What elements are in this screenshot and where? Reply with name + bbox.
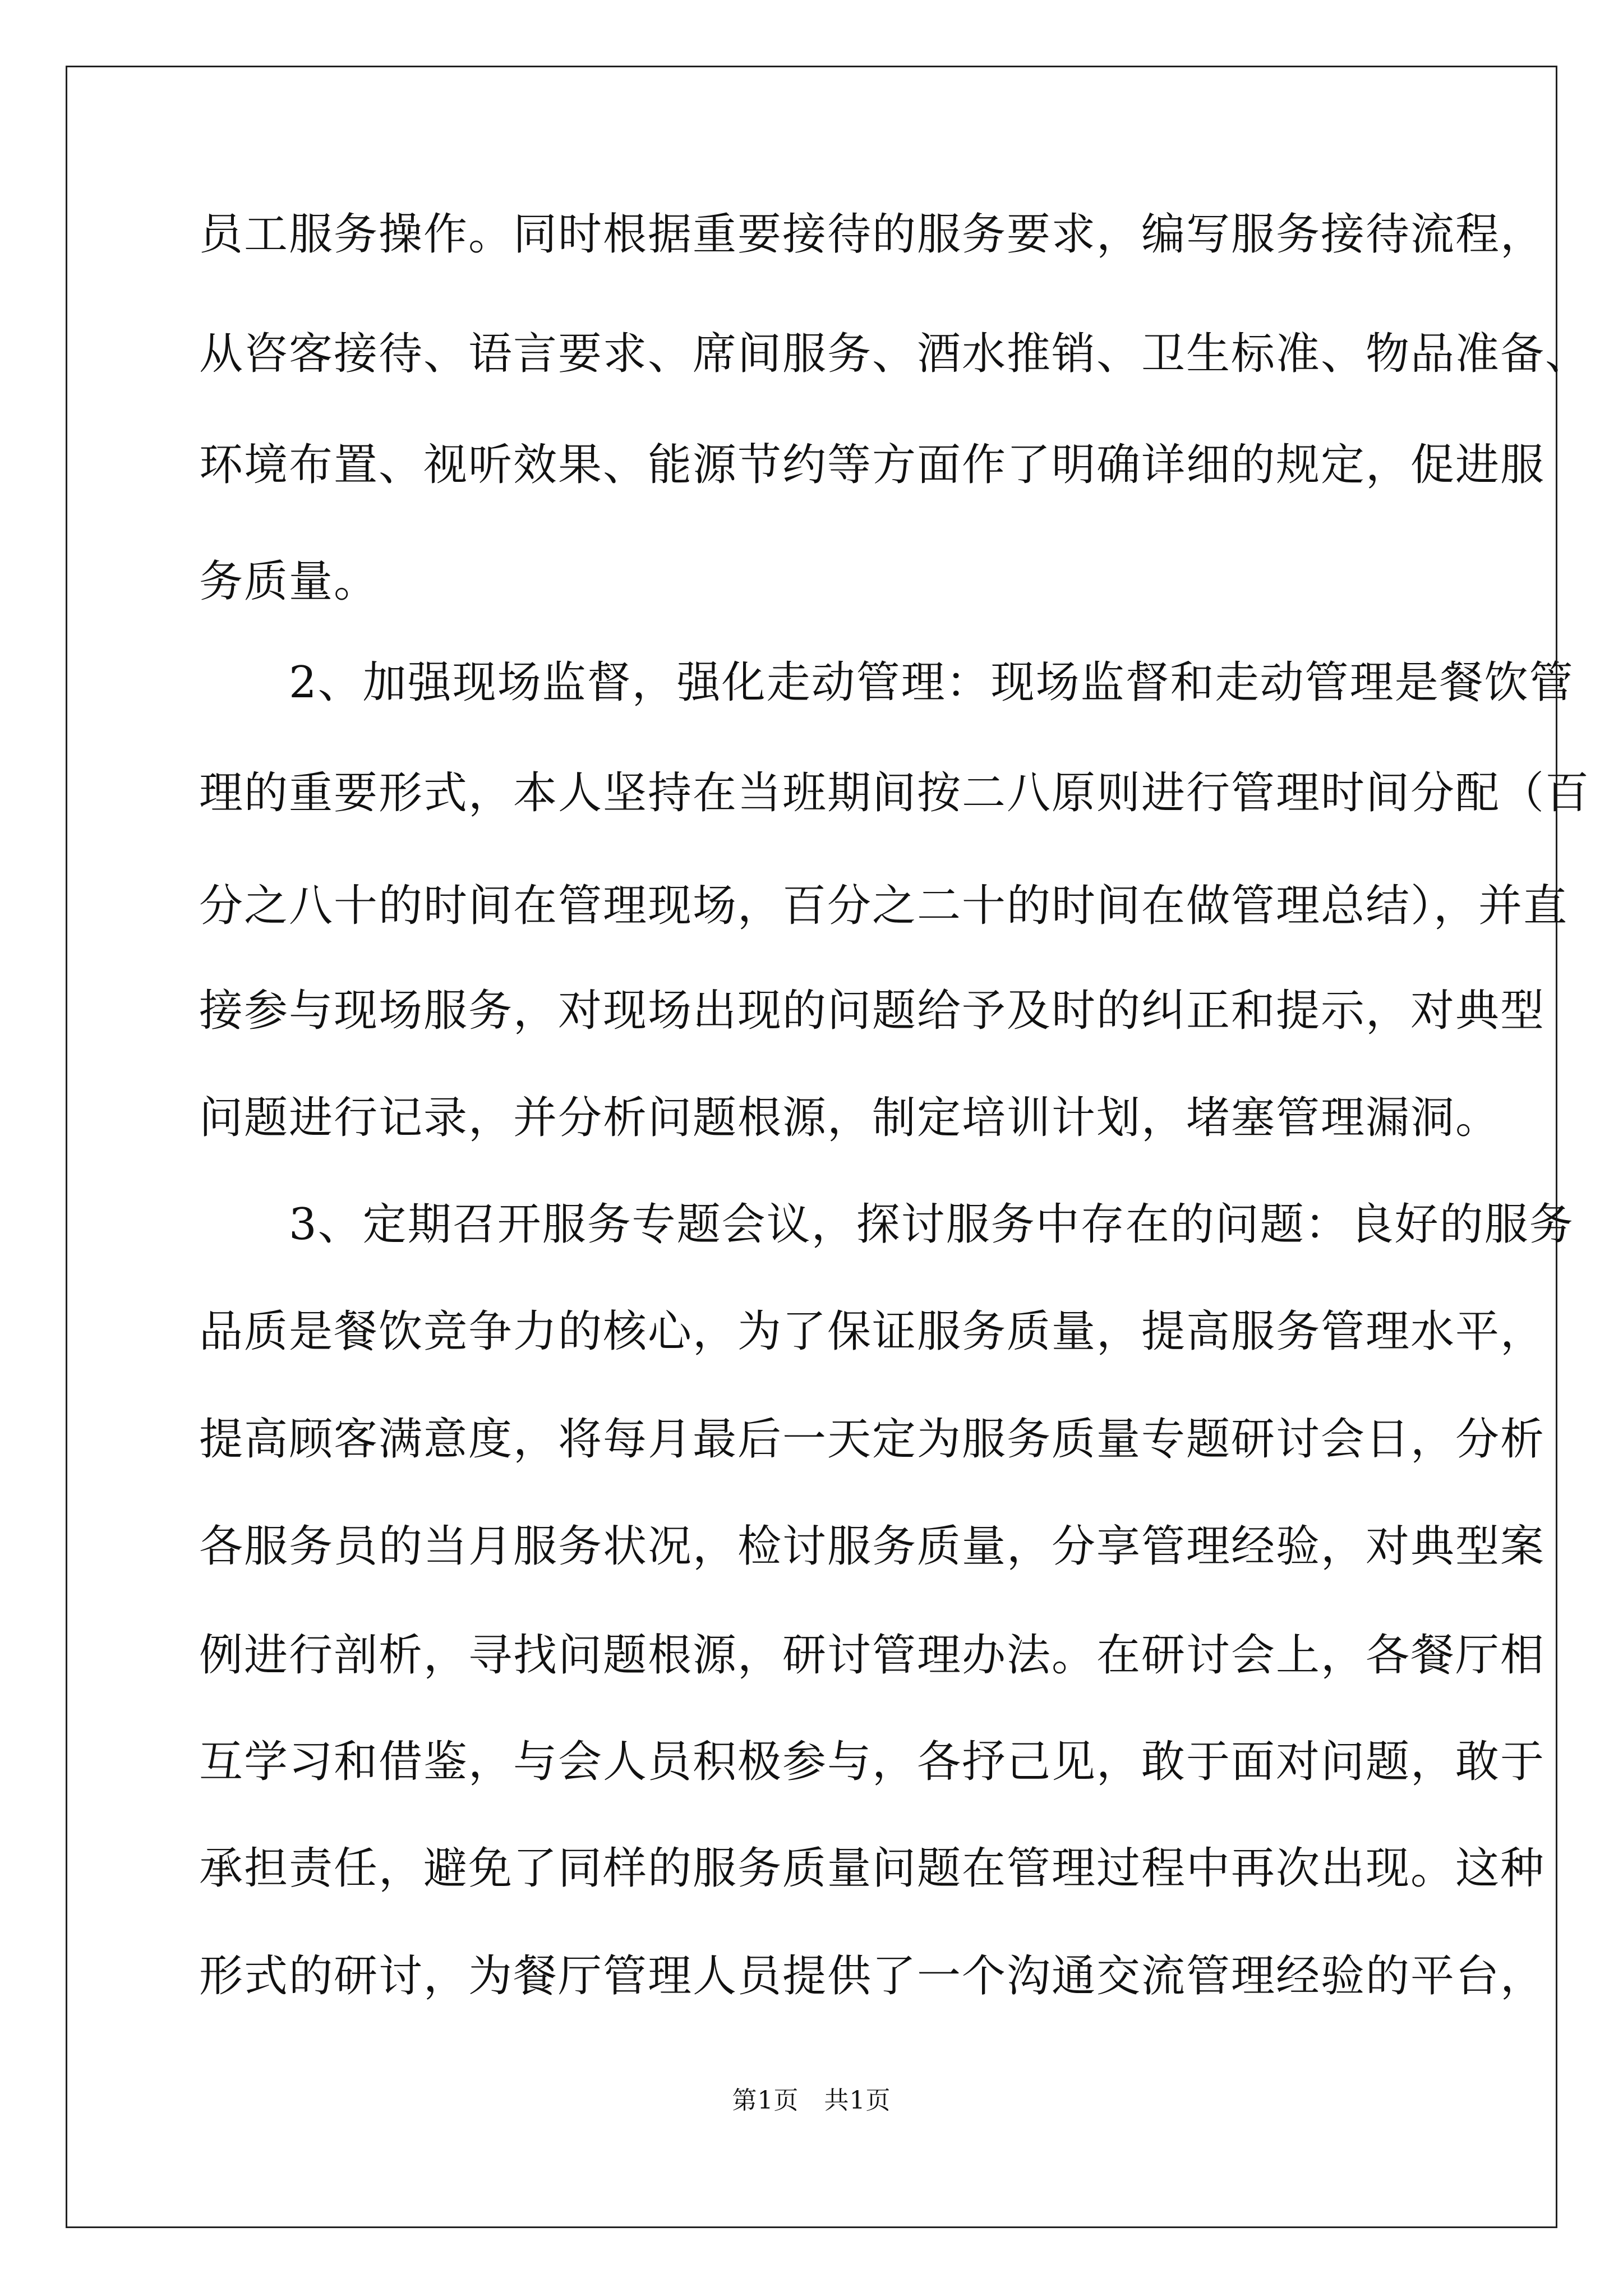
text-line: 务质量。: [199, 556, 379, 607]
text-line: 环境布置、视听效果、能源节约等方面作了明确详细的规定，促进服: [199, 440, 1546, 490]
text-line: 分之八十的时间在管理现场，百分之二十的时间在做管理总结），并直: [199, 881, 1569, 931]
text-line: 问题进行记录，并分析问题根源，制定培训计划，堵塞管理漏洞。: [199, 1093, 1501, 1143]
text-line: 例进行剖析，寻找问题根源，研讨管理办法。在研讨会上，各餐厅相: [199, 1630, 1546, 1681]
page-footer: 第1页 共1页: [732, 2086, 891, 2115]
text-line: 员工服务操作。同时根据重要接待的服务要求，编写服务接待流程，: [199, 209, 1546, 260]
text-line: 理的重要形式，本人坚持在当班期间按二八原则进行管理时间分配（百: [199, 768, 1590, 818]
page-border: [66, 66, 1557, 2228]
text-line: 形式的研讨，为餐厅管理人员提供了一个沟通交流管理经验的平台，: [199, 1951, 1546, 2001]
text-line: 3、定期召开服务专题会议，探讨服务中存在的问题：良好的服务: [199, 1199, 1574, 1250]
text-line: 提高顾客满意度，将每月最后一天定为服务质量专题研讨会日，分析: [199, 1414, 1546, 1465]
text-line: 互学习和借鉴，与会人员积极参与，各抒己见，敢于面对问题，敢于: [199, 1737, 1546, 1787]
text-line: 品质是餐饮竞争力的核心，为了保证服务质量，提高服务管理水平，: [199, 1306, 1546, 1357]
text-line: 各服务员的当月服务状况，检讨服务质量，分享管理经验，对典型案: [199, 1521, 1546, 1572]
text-line: 承担责任，避免了同样的服务质量问题在管理过程中再次出现。这种: [199, 1843, 1546, 1894]
text-line: 从咨客接待、语言要求、席间服务、酒水推销、卫生标准、物品准备、: [199, 329, 1590, 379]
text-line: 接参与现场服务，对现场出现的问题给予及时的纠正和提示，对典型: [199, 986, 1546, 1036]
text-line: 2、加强现场监督，强化走动管理：现场监督和走动管理是餐饮管: [199, 657, 1574, 708]
